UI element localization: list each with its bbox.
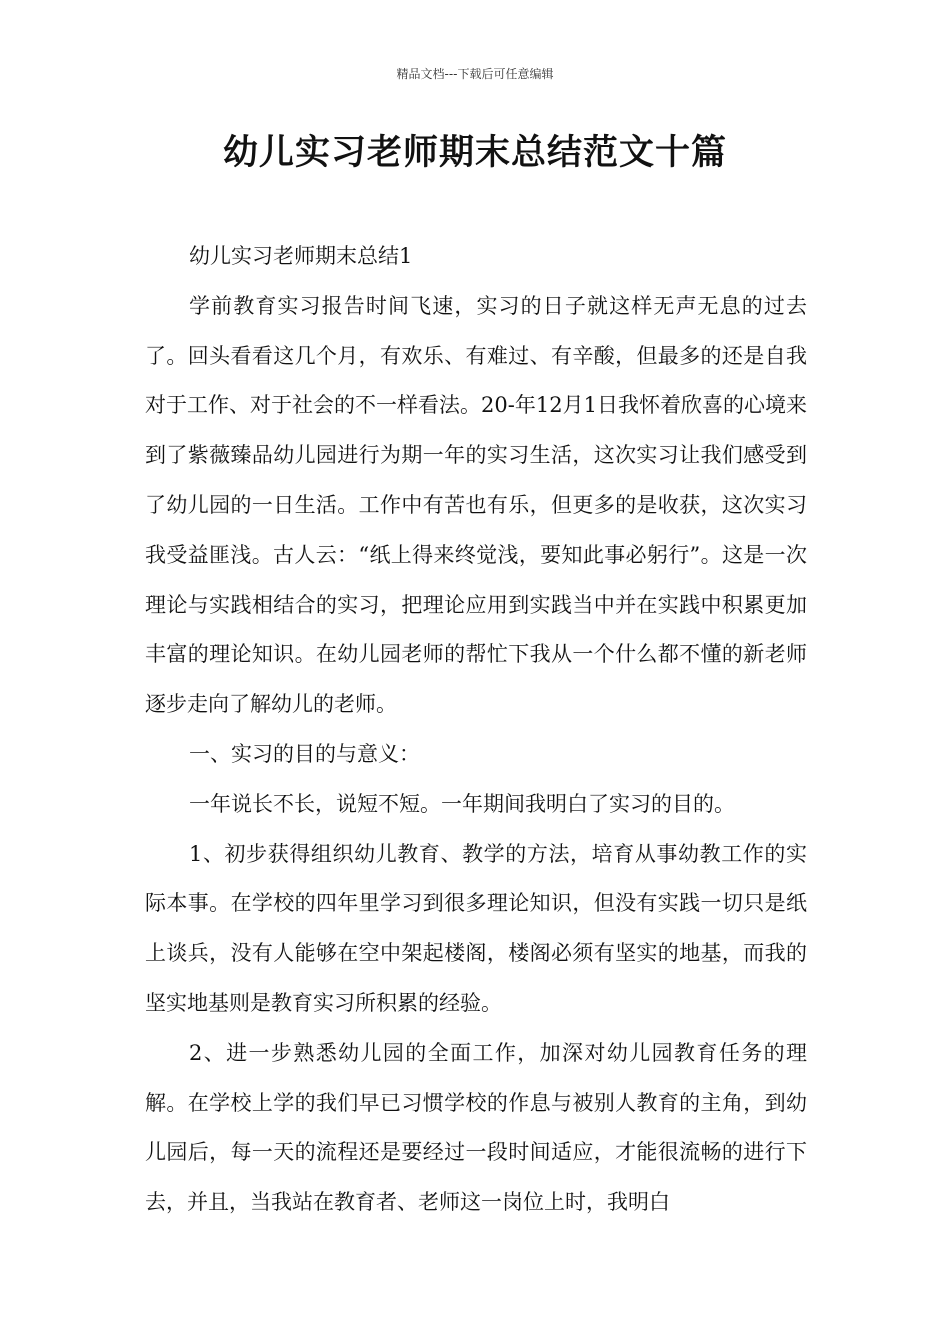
subsection-heading: 一、实习的目的与意义： <box>189 741 420 766</box>
paragraph: 1、初步获得组织幼儿教育、教学的方法，培育从事幼教工作的实际本事。在学校的四年里学习到很多理论知识，但没有实践一切只是纸上谈兵，没有人能够在空中架起楼阁，楼阁必须有坚实的地基，而我的坚实地基则是教育实习所积累的经验。 <box>145 841 807 1015</box>
document-body <box>145 232 807 1228</box>
paragraph: 2、进一步熟悉幼儿园的全面工作，加深对幼儿园教育任务的理解。在学校上学的我们早已习惯学校的作息与被别人教育的主角，到幼儿园后，每一天的流程还是要经过一段时间适应，才能很流畅的进行下去，并且，当我站在教育者、老师这一岗位上时，我明白 <box>145 1040 807 1215</box>
document-title: 幼儿实习老师期末总结范文十篇 <box>222 133 727 173</box>
paragraph: 学前教育实习报告时间飞速，实习的日子就这样无声无息的过去了。回头看看这几个月，有欢乐、有难过、有辛酸，但最多的还是自我对于工作、对于社会的不一样看法。20-年12月1日我怀着欣喜的心境来到了紫薇臻品幼儿园进行为期一年的实习生活，这次实习让我们感受到了幼儿园的一日生活。工作中有苦也有乐，但更多的是收获，这次实习我受益匪浅。古人云：“纸上得来终觉浅，要知此事必躬行”。这是一次理论与实践相结合的实习，把理论应用到实践当中并在实践中积累更加丰富的理论知识。在幼儿园老师的帮忙下我从一个什么都不懂的新老师逐步走向了解幼儿的老师。 <box>145 293 807 717</box>
header-note: 精品文档---下载后可任意编辑 <box>396 67 554 81</box>
paragraph: 一年说长不长，说短不短。一年期间我明白了实习的目的。 <box>189 791 735 816</box>
section-heading: 幼儿实习老师期末总结1 <box>189 244 413 268</box>
